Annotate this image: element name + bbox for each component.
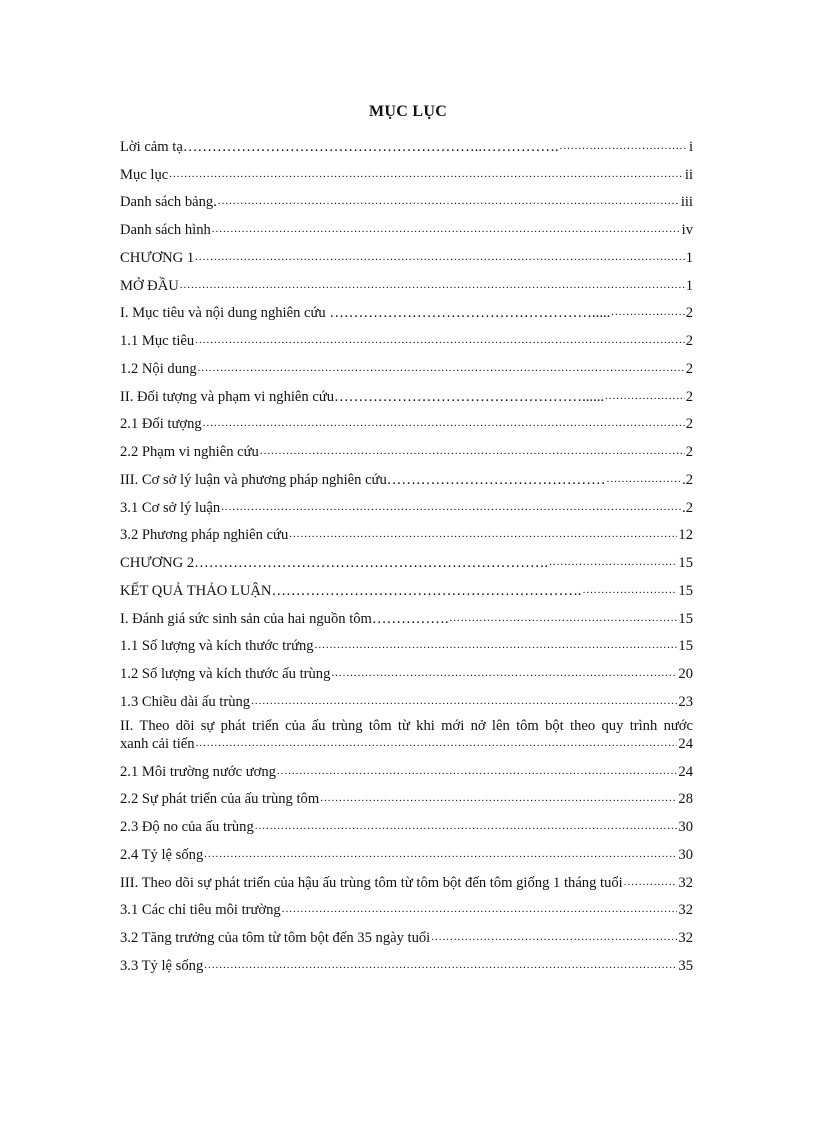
dot-leader bbox=[203, 414, 685, 432]
toc-entry-page: 28 bbox=[678, 791, 693, 808]
toc-entry-page: 2 bbox=[685, 444, 693, 460]
dot-leader bbox=[611, 303, 684, 321]
dot-leader bbox=[450, 609, 678, 627]
toc-entry-text: Lời cảm tạ……………………………………………………..……………. bbox=[120, 138, 559, 155]
dot-leader bbox=[218, 192, 680, 210]
toc-entry-page: 32 bbox=[678, 902, 693, 919]
dot-leader bbox=[169, 165, 684, 183]
toc-entry-page: iv bbox=[681, 222, 693, 238]
toc-entry bbox=[120, 864, 693, 892]
toc-entry-text: 2.2 Sự phát triển của ấu trùng tôm bbox=[120, 791, 320, 808]
dot-leader bbox=[320, 789, 677, 807]
dot-leader bbox=[549, 553, 677, 571]
toc-entry bbox=[120, 655, 693, 683]
page-title: MỤC LỤC bbox=[368, 103, 448, 120]
toc-entry-text: Danh sách bảng. bbox=[120, 194, 217, 211]
dot-leader bbox=[431, 928, 677, 946]
dot-leader bbox=[605, 387, 685, 405]
toc-entry-page: 15 bbox=[678, 638, 693, 655]
toc-entry-text: 1.1 Mục tiêu bbox=[120, 333, 195, 349]
toc-entry-page: 32 bbox=[678, 930, 693, 946]
toc-entry-text: II. Đối tượng và phạm vi nghiên cứu……………………………………………...... bbox=[120, 388, 605, 405]
toc-entry-text: Mục lục bbox=[120, 166, 169, 183]
toc-entry-text: 1.1 Số lượng và kích thước trứng bbox=[120, 638, 314, 655]
dot-leader bbox=[260, 442, 685, 460]
dot-leader bbox=[560, 137, 688, 155]
toc-entry-page: 2 bbox=[685, 305, 693, 322]
toc-entry-text: Danh sách hình bbox=[120, 222, 211, 238]
toc-entry-page: 15 bbox=[678, 555, 693, 571]
toc-entry-page: 1 bbox=[685, 277, 693, 294]
toc-entry-text: MỞ ĐẦU bbox=[120, 277, 179, 294]
toc-entry bbox=[120, 211, 693, 239]
toc-entry-page: iii bbox=[680, 194, 693, 211]
toc-entry-page: 24 bbox=[678, 763, 693, 780]
toc-entry-text: 1.2 Nội dung bbox=[120, 360, 197, 377]
dot-leader bbox=[180, 276, 685, 294]
toc-entry bbox=[120, 919, 693, 947]
toc-entry bbox=[120, 433, 693, 461]
toc-entry bbox=[120, 711, 693, 753]
dot-leader bbox=[212, 220, 681, 238]
toc-entry bbox=[120, 350, 693, 378]
toc-entry bbox=[120, 808, 693, 836]
toc-entry-text: 3.2 Phương pháp nghiên cứu bbox=[120, 527, 289, 544]
toc-entry-page: 32 bbox=[678, 874, 693, 891]
toc-entry bbox=[120, 600, 693, 628]
toc-entry-page: 2 bbox=[685, 360, 693, 377]
toc-entry bbox=[120, 461, 693, 489]
toc-entry-page: 12 bbox=[678, 527, 693, 544]
dot-leader bbox=[196, 734, 678, 752]
toc-entry-text: 2.1 Môi trường nước ương bbox=[120, 763, 276, 780]
toc-entry bbox=[120, 572, 693, 600]
toc-entry bbox=[120, 295, 693, 323]
toc-entry-page: 20 bbox=[678, 666, 693, 682]
toc-entry-text: 2.2 Phạm vi nghiên cứu bbox=[120, 444, 259, 460]
toc-entry-text-continued: xanh cải tiến bbox=[120, 735, 195, 752]
dot-leader bbox=[282, 900, 678, 918]
toc-entry-text: KẾT QUẢ THẢO LUẬN………………………………………………………. bbox=[120, 582, 582, 599]
toc-entry bbox=[120, 544, 693, 572]
toc-entry-text: CHƯƠNG 2………………………………………………………………. bbox=[120, 555, 549, 571]
dot-leader bbox=[315, 636, 678, 654]
dot-leader bbox=[198, 359, 685, 377]
toc-entry-text: II. Theo dõi sự phát triển của ấu trùng tôm từ khi mới nở lên tôm bột theo quy trình nước bbox=[120, 717, 693, 734]
toc-entry-page: 2 bbox=[685, 416, 693, 433]
toc-entry-page: 30 bbox=[678, 846, 693, 863]
toc-entry-text: 3.3 Tỷ lệ sống bbox=[120, 957, 204, 974]
dot-leader bbox=[331, 664, 677, 682]
toc-entry-text: 1.2 Số lượng và kích thước ấu trùng bbox=[120, 666, 331, 682]
toc-entry-text: I. Đánh giá sức sinh sản của hai nguồn tôm……………. bbox=[120, 610, 449, 627]
toc-entry-text: 3.1 Cơ sở lý luận bbox=[120, 499, 221, 516]
dot-leader bbox=[583, 581, 678, 599]
toc-entry bbox=[120, 947, 693, 975]
dot-leader bbox=[251, 692, 677, 710]
toc-entry bbox=[120, 128, 693, 156]
dot-leader bbox=[607, 470, 681, 488]
toc-entry-page: 2 bbox=[685, 388, 693, 405]
dot-leader bbox=[624, 873, 678, 891]
toc-entry bbox=[120, 836, 693, 864]
toc-entry bbox=[120, 239, 693, 267]
toc-entry-text: 1.3 Chiều dài ấu trùng bbox=[120, 693, 251, 710]
toc-entry-page: .2 bbox=[682, 471, 693, 488]
toc-entry-page: 2 bbox=[685, 333, 693, 349]
toc-entry-text: I. Mục tiêu và nội dung nghiên cứu ………………………………………………..... bbox=[120, 305, 611, 322]
toc-entry-text: 2.4 Tỷ lệ sống bbox=[120, 846, 204, 863]
toc-entry-page: 30 bbox=[678, 819, 693, 835]
toc-entry bbox=[120, 753, 693, 781]
toc-entry-text: 3.2 Tăng trưởng của tôm từ tôm bột đến 35 ngày tuổi bbox=[120, 930, 431, 946]
toc-entry bbox=[120, 781, 693, 809]
dot-leader bbox=[255, 817, 678, 835]
dot-leader bbox=[221, 498, 681, 516]
dot-leader bbox=[195, 248, 685, 266]
toc-entry bbox=[120, 892, 693, 920]
toc-entry-text: 3.1 Các chỉ tiêu môi trường bbox=[120, 902, 281, 919]
dot-leader bbox=[204, 845, 677, 863]
toc-entry-text: III. Cơ sở lý luận và phương pháp nghiên cứu……………………………………… bbox=[120, 471, 606, 488]
dot-leader bbox=[277, 762, 677, 780]
toc-entry-page: ii bbox=[684, 166, 693, 183]
toc-entry-text: 2.1 Đối tượng bbox=[120, 416, 202, 433]
toc-entry-page: i bbox=[688, 138, 693, 155]
toc-entry bbox=[120, 628, 693, 656]
toc-entry bbox=[120, 267, 693, 295]
toc-entry bbox=[120, 489, 693, 517]
table-of-contents bbox=[120, 128, 693, 975]
toc-entry-page: 35 bbox=[678, 957, 693, 974]
dot-leader bbox=[289, 525, 677, 543]
toc-entry-page: 15 bbox=[678, 582, 693, 599]
dot-leader bbox=[195, 331, 685, 349]
toc-entry-text: CHƯƠNG 1 bbox=[120, 249, 195, 266]
toc-entry bbox=[120, 184, 693, 212]
toc-entry-text: 2.3 Độ no của ấu trùng bbox=[120, 819, 254, 835]
toc-entry bbox=[120, 378, 693, 406]
toc-entry bbox=[120, 322, 693, 350]
toc-entry-page: 1 bbox=[685, 249, 693, 266]
dot-leader bbox=[204, 956, 677, 974]
toc-entry bbox=[120, 156, 693, 184]
toc-entry-page: .2 bbox=[682, 499, 693, 516]
toc-entry bbox=[120, 683, 693, 711]
toc-entry-page: 23 bbox=[678, 693, 693, 710]
toc-entry-page: 24 bbox=[678, 735, 693, 752]
toc-entry bbox=[120, 406, 693, 434]
toc-entry-page: 15 bbox=[678, 610, 693, 627]
toc-entry-text: III. Theo dõi sự phát triển của hậu ấu trùng tôm từ tôm bột đến tôm giống 1 tháng tuổi bbox=[120, 874, 623, 891]
toc-entry bbox=[120, 517, 693, 545]
